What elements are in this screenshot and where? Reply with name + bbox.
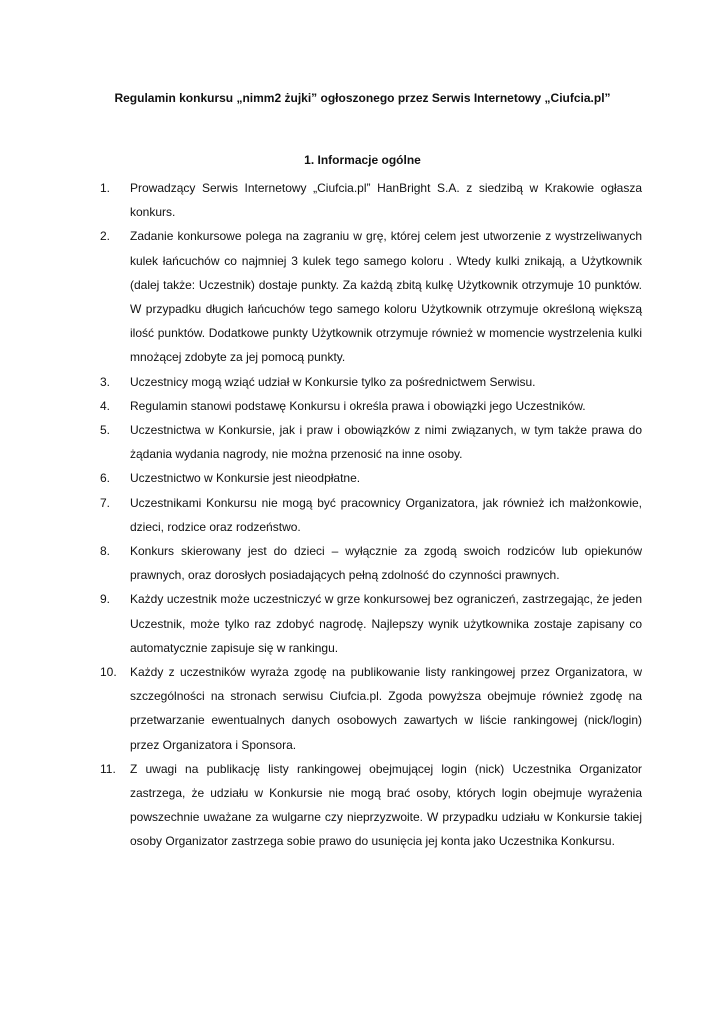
rule-text: Zadanie konkursowe polega na zagraniu w grę, której celem jest utworzenie z wystrzeliwanych kulek łańcuchów co najmniej 3 kulek tego samego koloru . Wtedy kulki znikają, a Użytkownik (dalej także: Uczestnik) dostaje punkty. Za każdą zbitą kulkę Użytkownik otrzymuje 10 punktów. W przypadku długich łańcuchów tego samego koloru Użytkownik otrzymuje określoną większą ilość punktów. Dodatkowe punkty Użytkownik otrzymuje również w momencie wystrzelenia kulki mnożącej zdobyte za jej pomocą punkty.: [130, 229, 642, 365]
rule-text: Każdy uczestnik może uczestniczyć w grze konkursowej bez ograniczeń, zastrzegając, że jeden Uczestnik, może tylko raz zdobyć nagrodę. Najlepszy wynik użytkownika zostaje zapisany co automatycznie zapisuje się w rankingu.: [130, 592, 642, 655]
rule-number: 3.: [100, 374, 111, 389]
rule-number: 5.: [100, 423, 111, 438]
rule-text: Prowadzący Serwis Internetowy „Ciufcia.pl” HanBright S.A. z siedzibą w Krakowie ogłasza konkurs.: [130, 181, 642, 220]
rule-number: 8.: [100, 544, 111, 559]
rule-item: [100, 370, 642, 394]
rules-list: [100, 176, 642, 854]
rule-text: Konkurs skierowany jest do dzieci – wyłącznie za zgodą swoich rodziców lub opiekunów prawnych, oraz dorosłych posiadających pełną zdolność do czynności prawnych.: [130, 544, 642, 583]
rule-text: Uczestnikami Konkursu nie mogą być pracownicy Organizatora, jak również ich małżonkowie, dzieci, rodzice oraz rodzeństwo.: [130, 495, 642, 534]
rule-number: 1.: [100, 181, 111, 195]
section-heading: 1. Informacje ogólne: [304, 153, 421, 167]
rule-item: [100, 224, 642, 369]
rule-item: [100, 466, 642, 490]
rule-item: [100, 418, 642, 466]
rule-number: 10.: [100, 665, 117, 680]
rule-text: Uczestnictwa w Konkursie, jak i praw i obowiązków z nimi związanych, w tym także prawa do żądania wydania nagrody, nie można przenosić na inne osoby.: [130, 423, 642, 462]
rule-number: 2.: [100, 229, 111, 244]
rule-text: Uczestnicy mogą wziąć udział w Konkursie tylko za pośrednictwem Serwisu.: [130, 374, 536, 389]
rule-item: [100, 491, 642, 539]
rule-text: Regulamin stanowi podstawę Konkursu i określa prawa i obowiązki jego Uczestników.: [130, 398, 586, 413]
document-title: Regulamin konkursu „nimm2 żujki” ogłoszonego przez Serwis Internetowy „Ciufcia.pl”: [114, 91, 611, 105]
rule-number: 9.: [100, 592, 111, 607]
rule-text: Każdy z uczestników wyraża zgodę na publikowanie listy rankingowej przez Organizatora, w szczególności na stronach serwisu Ciufcia.pl. Zgoda powyższa obejmuje również zgodę na przetwarzanie ewentualnych danych osobowych zawartych w liście rankingowej (nick/login) przez Organizatora i Sponsora.: [130, 665, 642, 752]
rule-text: Z uwagi na publikację listy rankingowej obejmującej login (nick) Uczestnika Organizator zastrzega, że udziału w Konkursie nie mogą brać osoby, których login obejmuje wyrażenia powszechnie uważane za wulgarne czy nieprzyzwoite. W przypadku udziału w Konkursie takiej osoby Organizator zastrzega sobie prawo do usunięcia jej konta jako Uczestnika Konkursu.: [130, 761, 642, 849]
rule-text: Uczestnictwo w Konkursie jest nieodpłatne.: [130, 471, 361, 486]
rule-number: 7.: [100, 495, 111, 510]
rule-item: [100, 394, 642, 418]
rule-item: [100, 660, 642, 757]
rule-number: 6.: [100, 471, 111, 486]
rule-number: 4.: [100, 398, 111, 413]
rule-number: 11.: [100, 761, 116, 776]
rule-item: [100, 539, 642, 587]
rule-item: [100, 757, 642, 854]
rule-item: [100, 176, 642, 224]
rule-item: [100, 587, 642, 660]
